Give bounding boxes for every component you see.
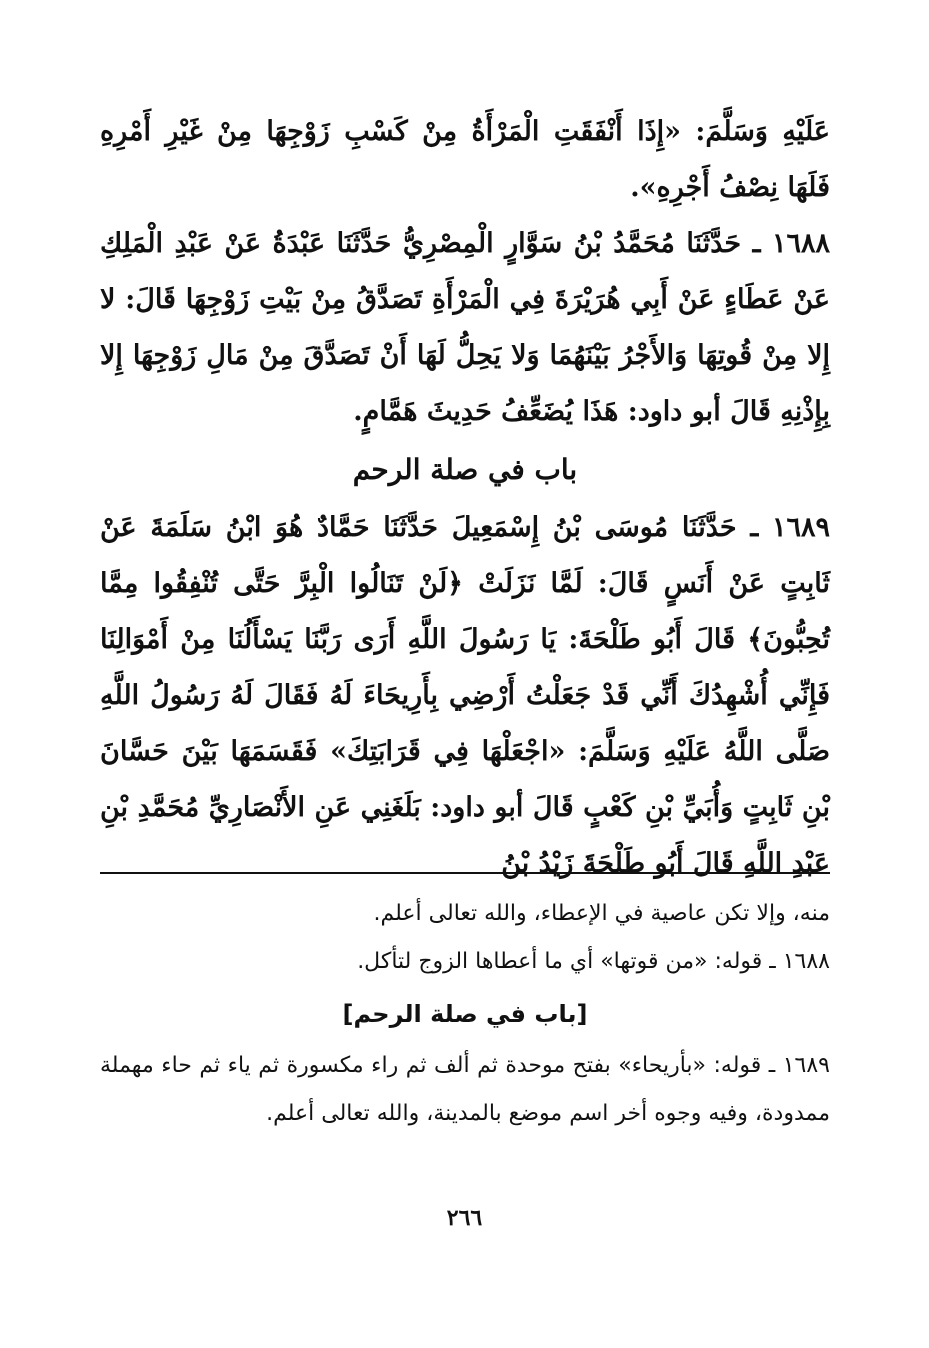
page-number: ٢٦٦: [446, 1205, 483, 1231]
hadith-continuation-paragraph: عَلَيْهِ وَسَلَّمَ: «إِذَا أَنْفَقَتِ الْمَرْأَةُ مِنْ كَسْبِ زَوْجِهَا مِنْ غَيْرِ أَمْرِهِ فَلَهَا نِصْفُ أَجْرِهِ».: [100, 116, 830, 203]
footnote-1: منه، وإلا تكن عاصية في الإعطاء، والله تعالى أعلم.: [373, 901, 830, 926]
footnote-1689: ١٦٨٩ ـ قوله: «بأريحاء» بفتح موحدة ثم ألف ثم راء مكسورة ثم ياء ثم حاء مهملة ممدودة، وفيه وجوه أخر اسم موضع بالمدينة، والله تعالى أعلم.: [100, 1053, 830, 1126]
footnotes-section: [100, 890, 830, 1138]
hadith-1688-paragraph: ١٦٨٨ ـ حَدَّثَنَا مُحَمَّدُ بْنُ سَوَّارٍ الْمِصْرِيُّ حَدَّثَنَا عَبْدَةُ عَنْ عَبْدِ الْمَلِكِ عَنْ عَطَاءٍ عَنْ أَبِي هُرَيْرَةَ فِي الْمَرْأَةِ تَصَدَّقُ مِنْ بَيْتِ زَوْجِهَا قَالَ: لا إِلا مِنْ قُوتِهَا وَالأَجْرُ بَيْنَهُمَا وَلا يَحِلُّ لَهَا أَنْ تَصَدَّقَ مِنْ مَالِ زَوْجِهَا إِلا بِإِذْنِهِ قَالَ أبو داود: هَذَا يُضَعِّفُ حَدِيثَ هَمَّامٍ.: [100, 228, 830, 427]
chapter-heading: باب في صلة الرحم: [352, 453, 578, 486]
main-text-body: [100, 104, 830, 892]
footnote-1688: ١٦٨٨ ـ قوله: «من قوتها» أي ما أعطاها الزوج لتأكل.: [357, 949, 830, 974]
footnote-chapter-heading: [باب في صلة الرحم]: [342, 1000, 588, 1028]
hadith-1689-paragraph: ١٦٨٩ ـ حَدَّثَنَا مُوسَى بْنُ إِسْمَعِيلَ حَدَّثَنَا حَمَّادٌ هُوَ ابْنُ سَلَمَةَ عَنْ ثَابِتٍ عَنْ أَنَسٍ قَالَ: لَمَّا نَزَلَتْ ﴿لَنْ تَنَالُوا الْبِرَّ حَتَّى تُنْفِقُوا مِمَّا تُحِبُّونَ﴾ قَالَ أَبُو طَلْحَةَ: يَا رَسُولَ اللَّهِ أَرَى رَبَّنَا يَسْأَلُنَا مِنْ أَمْوَالِنَا فَإِنِّي أُشْهِدُكَ أَنِّي قَدْ جَعَلْتُ أَرْضِي بِأَرِيحَاءَ لَهُ فَقَالَ لَهُ رَسُولُ اللَّهِ صَلَّى اللَّهُ عَلَيْهِ وَسَلَّمَ: «اجْعَلْهَا فِي قَرَابَتِكَ» فَقَسَمَهَا بَيْنَ حَسَّانَ بْنِ ثَابِتٍ وَأُبَيِّ بْنِ كَعْبٍ قَالَ أبو داود: بَلَغَنِي عَنِ الأَنْصَارِيِّ مُحَمَّدِ بْنِ عَبْدِ اللَّهِ قَالَ أَبُو طَلْحَةَ زَيْدُ بْنُ: [100, 512, 830, 879]
footnote-divider: [100, 872, 830, 874]
